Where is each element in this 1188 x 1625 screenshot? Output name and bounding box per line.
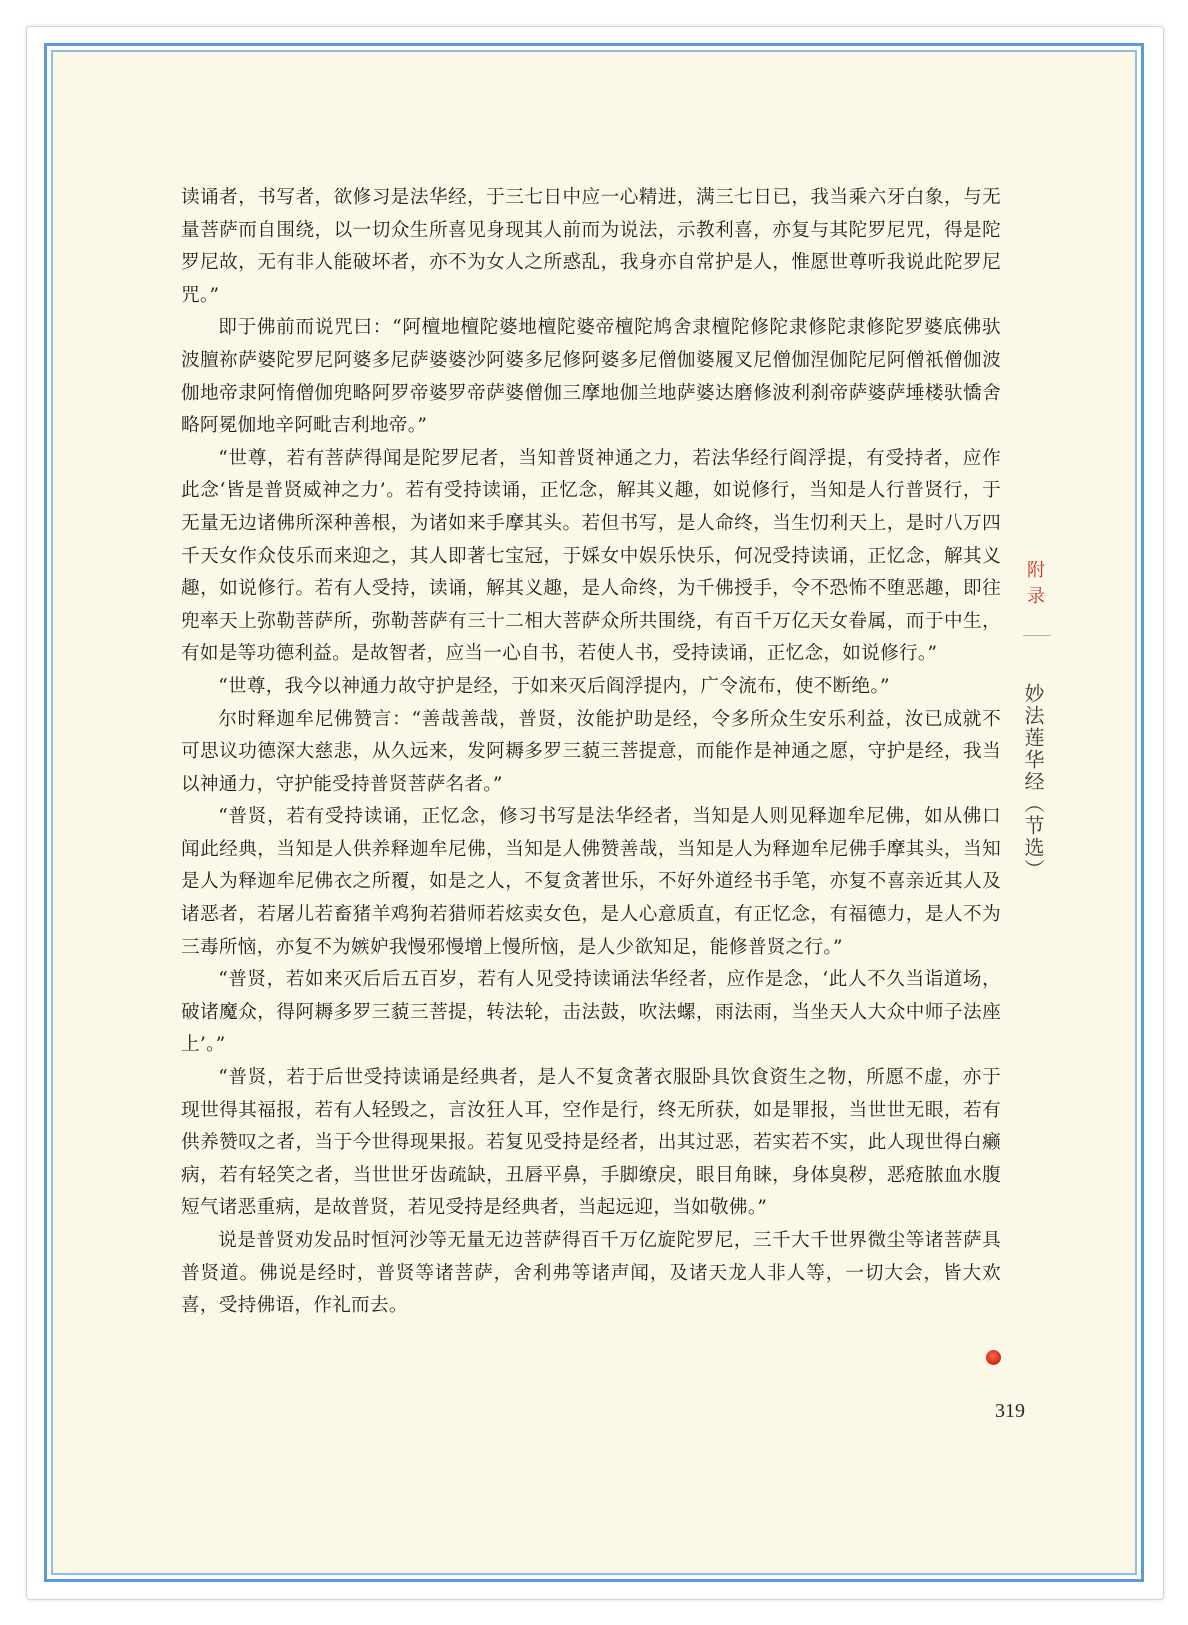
- paragraph-5: 尔时释迦牟尼佛赞言：“善哉善哉，普贤，汝能护助是经，令多所众生安乐利益，汝已成就不可思议功德深大慈悲，从久远来，发阿耨多罗三藐三菩提意，而能作是神通之愿，守护是经，我当以神通力，守护能受持普贤菩萨名者。”: [181, 708, 1001, 795]
- appendix-side-label: 附录: [1024, 560, 1045, 612]
- book-title-side-label: 妙法莲华经（节选）: [1021, 683, 1045, 881]
- paragraph-1: 读诵者，书写者，欲修习是法华经，于三七日中应一心精进，满三七日已，我当乘六牙白象，与无量菩萨而自围绕，以一切众生所喜见身现其人前而为说法，示教利喜，亦复与其陀罗尼咒，得是陀罗尼故，无有非人能破坏者，亦不为女人之所惑乱，我身亦自常护是人，惟愿世尊听我说此陀罗尼咒。”: [181, 187, 1001, 306]
- red-seal-icon: [986, 1350, 1001, 1365]
- paragraph-3: “世尊，若有菩萨得闻是陀罗尼者，当知普贤神通之力，若法华经行阎浮提，有受持者，应作此念‘皆是普贤威神之力’。若有受持读诵，正忆念，解其义趣，如说修行，当知是人行普贤行，于无量无边诸佛所深种善根，为诸如来手摩其头。若但书写，是人命终，当生忉利天上，是时八万四千天女作众伎乐而来迎之，其人即著七宝冠，于婇女中娱乐快乐，何况受持读诵，正忆念，解其义趣，如说修行。若有人受持，读诵，解其义趣，是人命终，为千佛授手，令不恐怖不堕恶趣，即往兜率天上弥勒菩萨所，弥勒菩萨有三十二相大菩萨众所共围绕，有百千万亿天女眷属，而于中生，有如是等功德利益。是故智者，应当一心自书，若使人书，受持读诵，正忆念，如说修行。”: [181, 447, 1001, 665]
- paragraph-8: “普贤，若于后世受持读诵是经典者，是人不复贪著衣服卧具饮食资生之物，所愿不虚，亦于现世得其福报，若有人轻毁之，言汝狂人耳，空作是行，终无所获，如是罪报，当世世无眼，若有供养赞叹之者，当于今世得现果报。若复见受持是经者，出其过恶，若实若不实，此人现世得白癞病，若有轻笑之者，当世世牙齿疏缺，丑唇平鼻，手脚缭戾，眼目角睐，身体臭秽，恶疮脓血水腹短气诸恶重病，是故普贤，若见受持是经典者，当起远迎，当如敬佛。”: [181, 1067, 1001, 1219]
- page-sheet: [51, 50, 1137, 1575]
- paragraph-2: 即于佛前而说咒曰：“阿檀地檀陀婆地檀陀婆帝檀陀鸠舍隶檀陀修陀隶修陀隶修陀罗婆底佛驮波膻祢萨婆陀罗尼阿婆多尼萨婆婆沙阿婆多尼修阿婆多尼僧伽婆履叉尼僧伽涅伽陀尼阿僧祇僧伽波伽地帝隶阿惰僧伽兜略阿罗帝婆罗帝萨婆僧伽三摩地伽兰地萨婆达磨修波利刹帝萨婆萨埵楼驮憍舍略阿冕伽地辛阿毗吉利地帝。”: [181, 317, 1001, 437]
- paragraph-4: “世尊，我今以神通力故守护是经，于如来灭后阎浮提内，广令流布，使不断绝。”: [218, 675, 890, 697]
- side-divider: [1023, 635, 1051, 636]
- page-border: [44, 43, 1144, 1582]
- page-number: 319: [995, 1400, 1025, 1422]
- paragraph-6: “普贤，若有受持读诵，正忆念，修习书写是法华经者，当知是人则见释迦牟尼佛，如从佛口闻此经典，当知是人供养释迦牟尼佛，当知是人佛赞善哉，当知是人为释迦牟尼佛手摩其头，当知是人为释迦牟尼佛衣之所覆，如是之人，不复贪著世乐，不好外道经书手笔，亦复不喜亲近其人及诸恶者，若屠儿若畜猪羊鸡狗若猎师若炫卖女色，是人心意质直，有正忆念，有福德力，是人不为三毒所恼，亦复不为嫉妒我慢邪慢增上慢所恼，是人少欲知足，能修普贤之行。”: [181, 806, 1001, 958]
- body-text: [181, 182, 1001, 1323]
- paragraph-7: “普贤，若如来灭后后五百岁，若有人见受持读诵法华经者，应作是念，‘此人不久当诣道场，破诸魔众，得阿耨多罗三藐三菩提，转法轮，击法鼓，吹法螺，雨法雨，当坐天人大众中师子法座上’。”: [181, 969, 1001, 1056]
- paragraph-9: 说是普贤劝发品时恒河沙等无量无边菩萨得百千万亿旋陀罗尼，三千大千世界微尘等诸菩萨具普贤道。佛说是经时，普贤等诸菩萨，舍利弗等诸声闻，及诸天龙人非人等，一切大会，皆大欢喜，受持佛语，作礼而去。: [181, 1230, 1001, 1317]
